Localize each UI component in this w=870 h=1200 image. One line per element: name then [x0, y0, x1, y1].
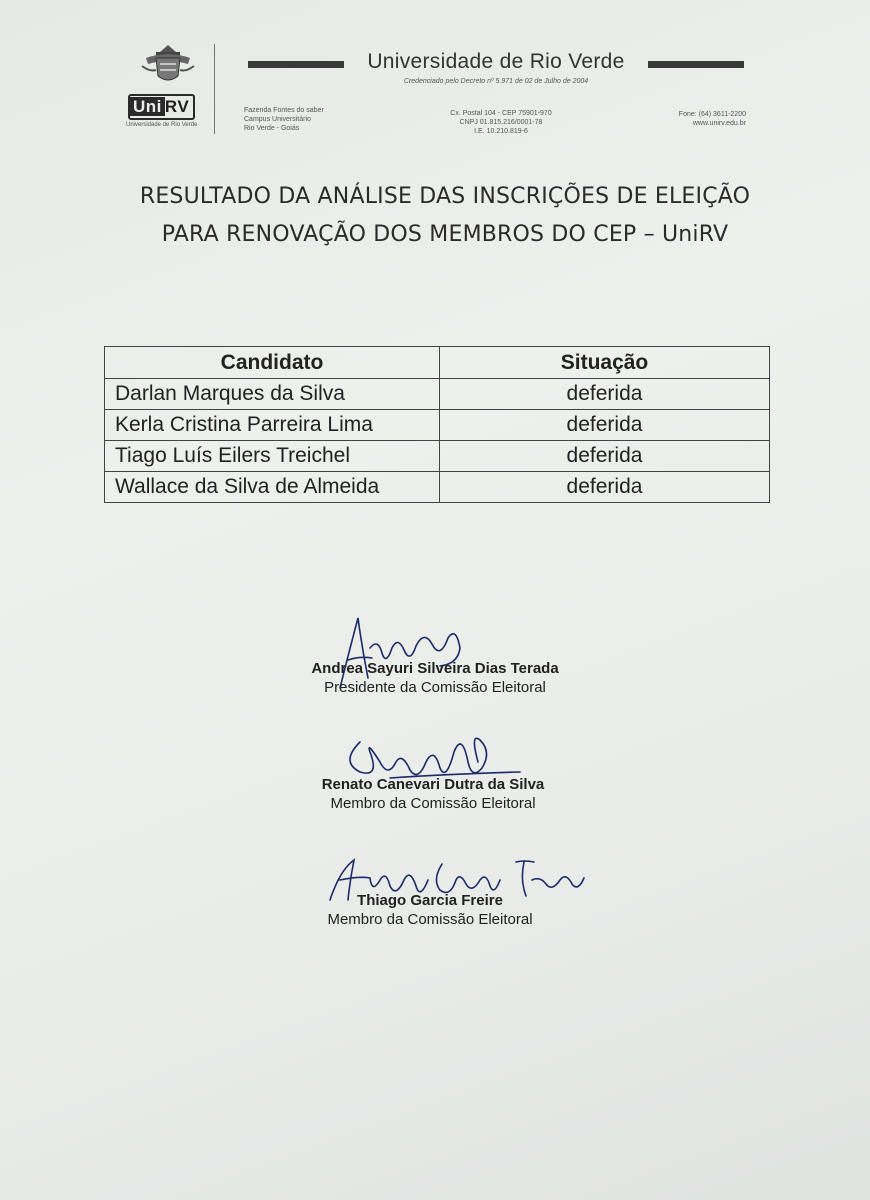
signatory-role: Presidente da Comissão Eleitoral [324, 679, 546, 696]
candidate-status: deferida [440, 472, 770, 503]
header-bar-right [648, 61, 744, 68]
table-row [105, 379, 770, 410]
accreditation-text: Credenciado pelo Decreto nº 5.971 de 02 de Julho de 2004 [403, 78, 589, 85]
signature-block-member-1 [268, 776, 598, 812]
signatory-name: Thiago Garcia Freire [357, 892, 503, 909]
title-line-1: RESULTADO DA ANÁLISE DAS INSCRIÇÕES DE ELEIÇÃO [139, 184, 751, 209]
candidate-status: deferida [440, 379, 770, 410]
address-right: Fone: (64) 3611-2200 www.unirv.edu.br [678, 111, 746, 127]
table-row [105, 472, 770, 503]
table-row [105, 441, 770, 472]
candidate-name: Wallace da Silva de Almeida [105, 472, 440, 503]
signatory-name: Renato Canevari Dutra da Silva [321, 776, 545, 793]
signature-block-president [270, 660, 600, 696]
candidate-name: Kerla Cristina Parreira Lima [105, 410, 440, 441]
table-header-row [105, 347, 770, 379]
header-divider [214, 44, 215, 134]
header-bar-left [248, 61, 344, 68]
table-row [105, 410, 770, 441]
logo-caption: Universidade de Rio Verde [126, 122, 198, 128]
document-title [90, 178, 800, 254]
address-center: Cx. Postal 104 - CEP 75901-970 CNPJ 01.815.216/0001-78 I.E. 10.210.819-6 [450, 110, 552, 135]
candidate-name: Darlan Marques da Silva [105, 379, 440, 410]
unirv-logo: Uni RV [128, 94, 206, 120]
crest-emblem-icon [138, 42, 198, 86]
signatory-name: Andrea Sayuri Silveira Dias Terada [311, 660, 559, 677]
signatory-role: Membro da Comissão Eleitoral [330, 795, 536, 812]
header-candidate: Candidato [105, 347, 440, 379]
results-table [104, 346, 770, 503]
candidate-status: deferida [440, 441, 770, 472]
title-line-2: PARA RENOVAÇÃO DOS MEMBROS DO CEP – UniRV [161, 222, 729, 247]
candidate-name: Tiago Luís Eilers Treichel [105, 441, 440, 472]
address-left: Fazenda Fontes do saber Campus Universitário Rio Verde - Goiás [244, 107, 324, 132]
signature-block-member-2 [270, 892, 590, 928]
header-status: Situação [440, 347, 770, 379]
signatory-role: Membro da Comissão Eleitoral [327, 911, 533, 928]
candidate-status: deferida [440, 410, 770, 441]
university-name: Universidade de Rio Verde [367, 50, 625, 73]
